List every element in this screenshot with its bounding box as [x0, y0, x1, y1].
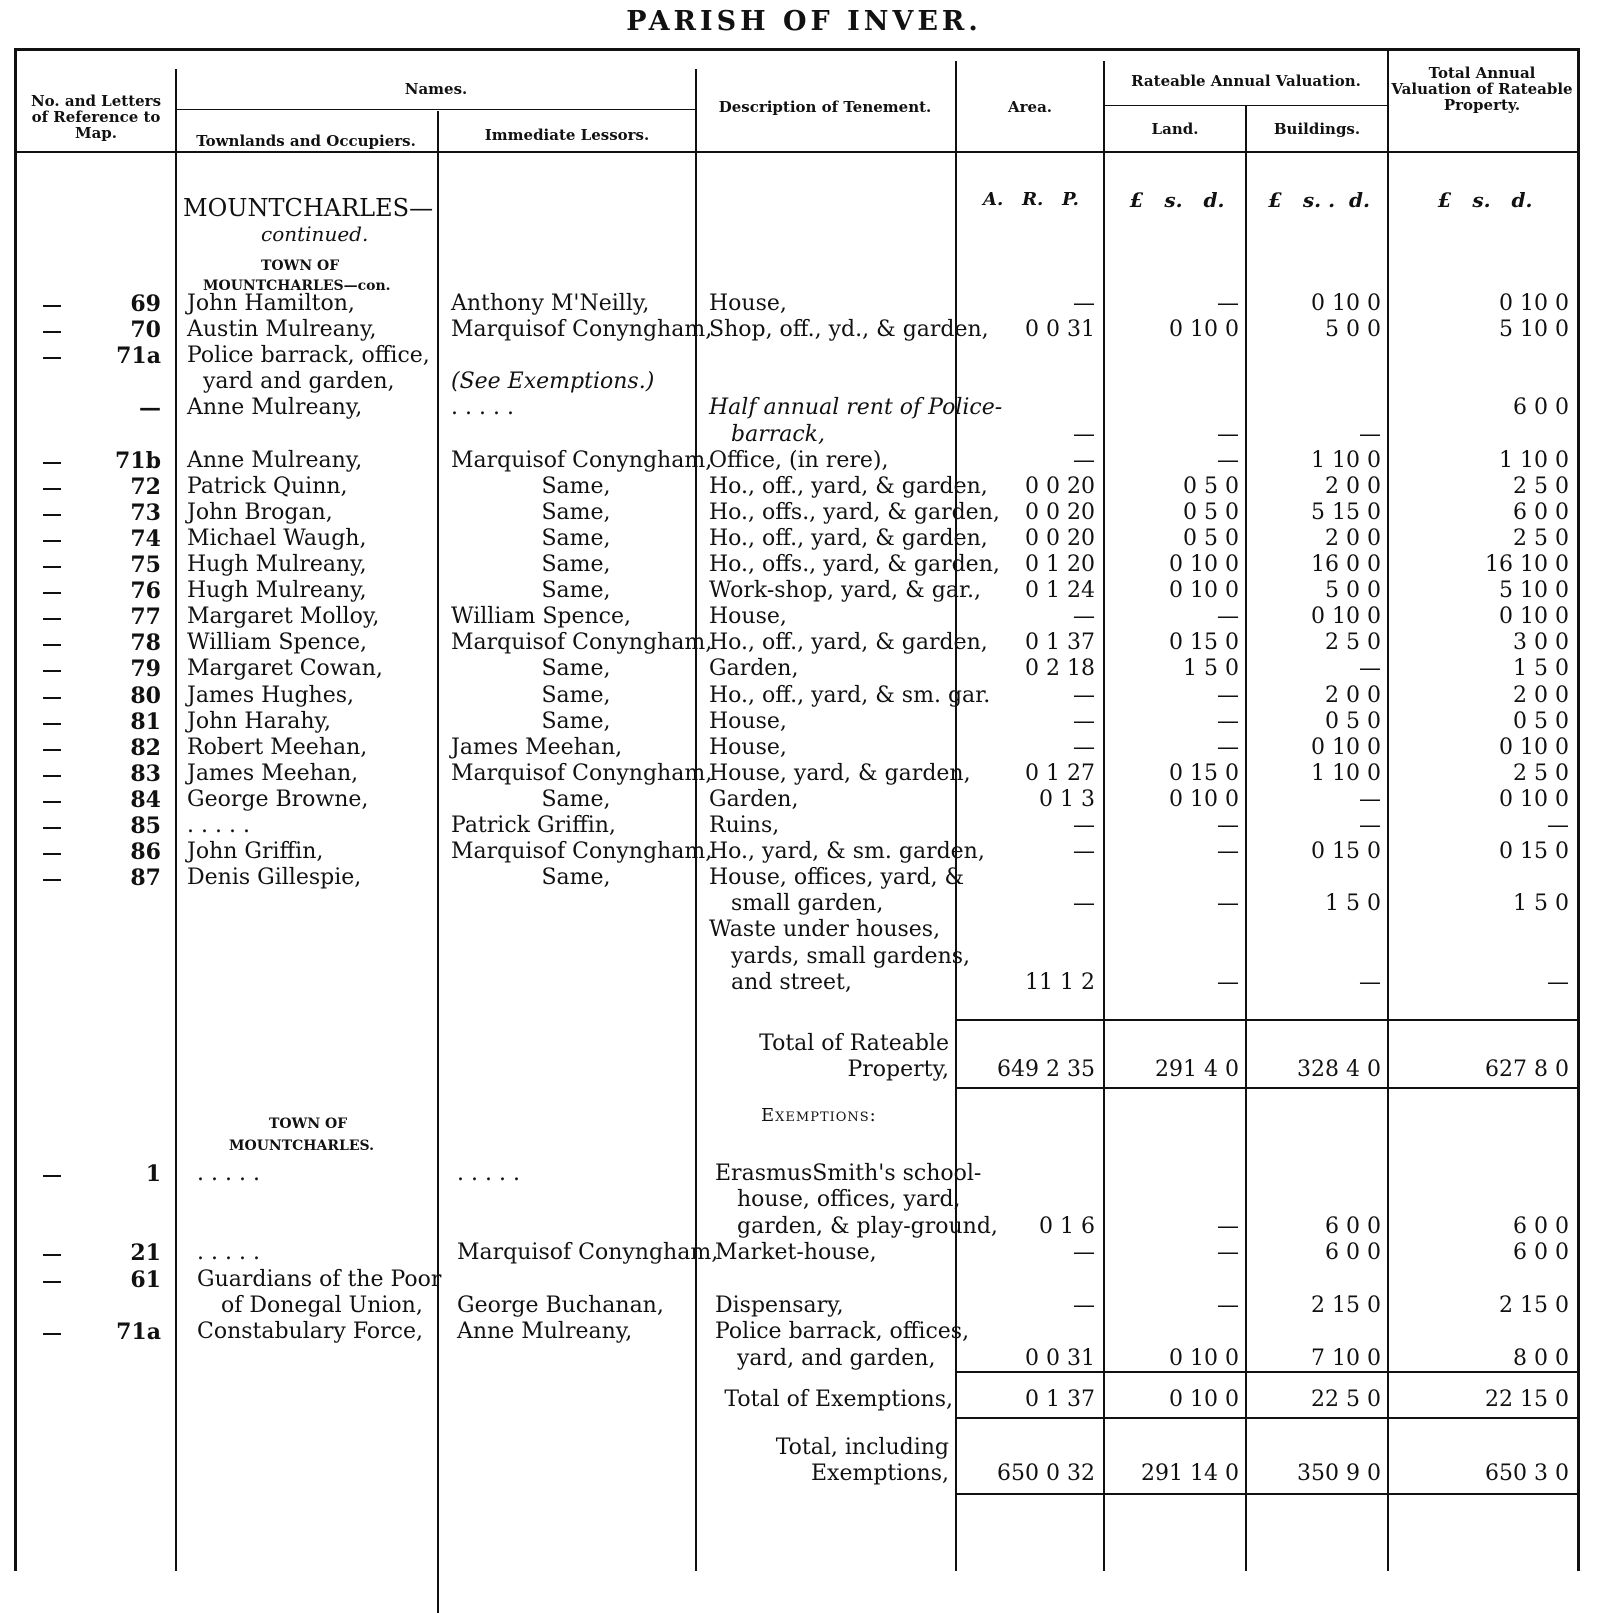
row-lessor: Patrick Griffin,: [451, 813, 616, 838]
row-lessor: (See Exemptions.): [451, 369, 655, 395]
row-buildings: 2 0 0: [1325, 682, 1381, 708]
exemption-row-lessor: Anne Mulreany,: [457, 1319, 633, 1345]
row-buildings: 5 0 0: [1325, 317, 1381, 343]
row-buildings: 0 10 0: [1311, 734, 1381, 760]
row-buildings: —: [1359, 421, 1381, 447]
exemption-row-total: 6 0 0: [1513, 1240, 1569, 1266]
row-total: 0 5 0: [1513, 708, 1569, 734]
row-ref-dash: [43, 697, 61, 699]
row-description: Office, (in rere),: [709, 447, 889, 473]
row-buildings: —: [1359, 813, 1381, 838]
row-total: 6 0 0: [1513, 499, 1569, 525]
row-ref-dash: [43, 566, 61, 568]
total-rateable-buildings: 328 4 0: [1297, 1057, 1381, 1082]
row-occupier: Margaret Cowan,: [187, 656, 383, 682]
row-area: 0 0 20: [1025, 525, 1095, 551]
row-ref: 75: [130, 552, 161, 578]
row-ref-dash: [43, 540, 61, 542]
total-exemptions-total: 22 15 0: [1485, 1387, 1569, 1412]
row-description: Half annual rent of Police-: [709, 395, 1003, 421]
row-description: Ho., offs., yard, & garden,: [709, 552, 1000, 577]
row-buildings: 0 15 0: [1311, 839, 1381, 865]
row-occupier: Patrick Quinn,: [187, 473, 348, 499]
row-total: 2 5 0: [1513, 525, 1569, 551]
row-area: 0 0 31: [1025, 317, 1095, 343]
row-area: —: [1073, 447, 1095, 473]
exemption-row-occupier: of Donegal Union,: [221, 1293, 423, 1318]
row-area: 0 1 3: [1039, 786, 1095, 812]
exemption-row-description: ErasmusSmith's school-: [715, 1161, 982, 1186]
row-area: —: [1073, 604, 1095, 630]
col-rule-area: [1103, 61, 1105, 1571]
row-land: —: [1217, 813, 1239, 838]
total-rateable-rule: [955, 1019, 1577, 1021]
row-lessor: Marquisof Conyngham,: [451, 839, 713, 865]
row-occupier: Anne Mulreany,: [187, 395, 363, 421]
row-buildings: 0 10 0: [1311, 604, 1381, 630]
row-ref-dash: [43, 879, 61, 881]
row-lessor: Same,: [541, 499, 611, 525]
row-lessor: Same,: [541, 865, 611, 891]
row-total: —: [1547, 969, 1569, 995]
unit-total: £ s. d.: [1437, 188, 1533, 212]
row-ref: 78: [130, 630, 161, 657]
exemption-row-buildings: 6 0 0: [1325, 1240, 1381, 1266]
row-lessor: Same,: [541, 656, 611, 682]
row-land: 1 5 0: [1183, 656, 1239, 682]
row-description: Ho., off., yard, & sm. gar.: [709, 682, 991, 708]
row-occupier: George Browne,: [187, 786, 369, 812]
row-total: 0 10 0: [1499, 604, 1569, 630]
row-ref: 80: [130, 682, 161, 709]
row-buildings: —: [1359, 786, 1381, 812]
row-total: 0 10 0: [1499, 786, 1569, 812]
row-ref-dash: [43, 644, 61, 646]
row-total: 0 10 0: [1499, 291, 1569, 316]
town-heading-1: TOWN OF: [261, 258, 340, 274]
row-description: Ho., off., yard, & garden,: [709, 525, 988, 551]
row-land: —: [1217, 708, 1239, 734]
exemption-row-description: garden, & play-ground,: [737, 1213, 998, 1239]
row-land: 0 5 0: [1183, 473, 1239, 499]
row-lessor: Marquisof Conyngham,: [451, 447, 713, 473]
row-ref-dash: [43, 462, 61, 464]
header-names: Names.: [404, 80, 468, 98]
exemption-row-description: Market-house,: [715, 1240, 877, 1266]
row-ref-dash: [43, 514, 61, 516]
row-description: Waste under houses,: [709, 917, 941, 943]
row-occupier: John Brogan,: [187, 499, 333, 525]
row-ref-dash: [43, 749, 61, 751]
header-townlands: Townlands and Occupiers.: [196, 132, 416, 150]
row-lessor: Marquisof Conyngham,: [451, 760, 713, 786]
row-ref: 72: [130, 473, 161, 500]
row-occupier: . . . . .: [187, 813, 250, 838]
row-description: Ho., yard, & sm. garden,: [709, 839, 985, 865]
row-total: 2 0 0: [1513, 682, 1569, 708]
row-ref-dash: [43, 670, 61, 672]
row-area: 0 0 20: [1025, 473, 1095, 499]
row-occupier: Police barrack, office,: [187, 343, 430, 369]
total-including-area: 650 0 32: [997, 1461, 1095, 1486]
exemption-row-ref: 71a: [116, 1319, 161, 1346]
col-rule-occupiers: [437, 111, 439, 1613]
row-ref: 74: [130, 525, 161, 552]
row-land: 0 5 0: [1183, 525, 1239, 551]
row-buildings: 5 0 0: [1325, 578, 1381, 604]
exemption-row-ref: 21: [130, 1240, 161, 1267]
exemption-row-area: 0 1 6: [1039, 1213, 1095, 1239]
row-area: 11 1 2: [1025, 969, 1095, 995]
row-land: 0 10 0: [1169, 786, 1239, 812]
exemption-row-area: —: [1073, 1240, 1095, 1266]
row-land: 0 10 0: [1169, 317, 1239, 343]
row-ref-dash: [43, 331, 61, 333]
col-rule-ref: [175, 69, 177, 1571]
row-description: House, offices, yard, &: [709, 865, 965, 891]
row-buildings: —: [1359, 969, 1381, 995]
row-description: House, yard, & garden,: [709, 760, 971, 786]
exemption-row-land: 0 10 0: [1169, 1345, 1239, 1371]
row-total: 0 15 0: [1499, 839, 1569, 865]
row-ref: 70: [130, 317, 161, 344]
row-ref: 83: [130, 760, 161, 787]
total-including-label-1: Total, including: [775, 1435, 949, 1460]
row-land: —: [1217, 839, 1239, 865]
row-lessor: Marquisof Conyngham,: [451, 317, 713, 343]
row-buildings: 1 10 0: [1311, 447, 1381, 473]
row-ref-dash: [43, 488, 61, 490]
row-ref-dash: [43, 775, 61, 777]
unit-land: £ s. d.: [1129, 188, 1225, 212]
row-total: 1 5 0: [1513, 891, 1569, 917]
exemption-row-lessor: Marquisof Conyngham,: [457, 1240, 719, 1266]
header-lessors: Immediate Lessors.: [484, 126, 650, 144]
row-buildings: 16 0 0: [1311, 552, 1381, 577]
row-total: 3 0 0: [1513, 630, 1569, 656]
exemption-row-ref-dash: [43, 1175, 61, 1177]
town-heading-2: MOUNTCHARLES—con.: [203, 278, 391, 294]
exemption-row-buildings: 6 0 0: [1325, 1213, 1381, 1239]
row-land: 0 15 0: [1169, 760, 1239, 786]
exemption-row-occupier: Guardians of the Poor: [197, 1266, 442, 1292]
townland-heading: MOUNTCHARLES—: [183, 194, 434, 222]
row-description: Garden,: [709, 786, 799, 812]
row-land: 0 10 0: [1169, 552, 1239, 577]
row-ref: 77: [130, 604, 161, 631]
row-description: and street,: [731, 969, 852, 995]
row-buildings: —: [1359, 656, 1381, 682]
exemption-row-description: Police barrack, offices,: [715, 1319, 970, 1345]
header-rateable: Rateable Annual Valuation.: [1131, 72, 1361, 90]
row-ref-dash: [43, 357, 61, 359]
row-ref-dash: [43, 801, 61, 803]
exemption-row-occupier: . . . . .: [197, 1161, 260, 1186]
row-buildings: 2 0 0: [1325, 473, 1381, 499]
exemption-row-ref-dash: [43, 1281, 61, 1283]
row-description: small garden,: [731, 891, 884, 917]
row-description: Ho., off., yard, & garden,: [709, 630, 988, 656]
row-area: 0 1 37: [1025, 630, 1095, 656]
total-including-buildings: 350 9 0: [1297, 1461, 1381, 1486]
row-description: Ho., off., yard, & garden,: [709, 473, 988, 499]
total-exemptions-area: 0 1 37: [1025, 1387, 1095, 1412]
row-total: 0 10 0: [1499, 734, 1569, 760]
row-lessor: Same,: [541, 552, 611, 577]
row-total: 2 5 0: [1513, 473, 1569, 499]
exemption-row-lessor: . . . . .: [457, 1161, 520, 1186]
row-land: 0 15 0: [1169, 630, 1239, 656]
row-ref-dash: [43, 618, 61, 620]
total-exemptions-rule: [955, 1371, 1577, 1373]
row-area: 0 1 24: [1025, 578, 1095, 604]
row-buildings: 2 5 0: [1325, 630, 1381, 656]
exemptions-heading: Exemptions:: [761, 1105, 877, 1126]
header-area: Area.: [1007, 98, 1053, 116]
exemptions-town-2: MOUNTCHARLES.: [229, 1138, 374, 1154]
row-area: 0 1 27: [1025, 760, 1095, 786]
row-area: —: [1073, 891, 1095, 917]
row-ref: 84: [130, 786, 161, 813]
exemption-row-description: yard, and garden,: [737, 1345, 936, 1371]
row-occupier: Hugh Mulreany,: [187, 552, 367, 577]
row-ref: 79: [130, 656, 161, 683]
exemption-row-description: house, offices, yard,: [737, 1187, 961, 1213]
row-occupier: Margaret Molloy,: [187, 604, 380, 630]
header-buildings: Buildings.: [1273, 120, 1361, 138]
row-lessor: Same,: [541, 578, 611, 604]
row-ref: 85: [130, 813, 161, 839]
row-total: —: [1547, 813, 1569, 838]
row-ref: 76: [130, 578, 161, 605]
total-exemptions-label: Total of Exemptions,: [724, 1387, 953, 1412]
row-lessor: Same,: [541, 786, 611, 812]
row-lessor: . . . . .: [451, 395, 514, 421]
row-description: Work-shop, yard, & gar.,: [709, 578, 982, 604]
total-rateable-label-1: Total of Rateable: [759, 1031, 949, 1056]
header-total: Total Annual Valuation of Rateable Property.: [1391, 64, 1573, 114]
row-total: 1 10 0: [1499, 447, 1569, 473]
row-ref: 81: [130, 708, 161, 735]
row-land: —: [1217, 291, 1239, 316]
col-rule-land: [1245, 105, 1247, 1571]
row-occupier: James Meehan,: [187, 760, 359, 786]
exemption-row-total: 8 0 0: [1513, 1345, 1569, 1371]
total-rateable-area: 649 2 35: [997, 1057, 1095, 1082]
row-lessor: Marquisof Conyngham,: [451, 630, 713, 656]
row-buildings: 2 0 0: [1325, 525, 1381, 551]
unit-area: A. R. P.: [983, 189, 1079, 210]
total-rateable-bottom-rule: [955, 1087, 1577, 1089]
row-total: 5 10 0: [1499, 317, 1569, 343]
row-land: —: [1217, 682, 1239, 708]
row-area: —: [1073, 734, 1095, 760]
row-area: —: [1073, 813, 1095, 838]
row-land: —: [1217, 969, 1239, 995]
row-ref: 73: [130, 499, 161, 526]
header-land: Land.: [1151, 120, 1199, 138]
row-land: —: [1217, 891, 1239, 917]
row-description: barrack,: [731, 421, 825, 447]
exemption-row-buildings: 2 15 0: [1311, 1293, 1381, 1318]
row-land: —: [1217, 604, 1239, 630]
row-occupier: Anne Mulreany,: [187, 447, 363, 473]
row-ref: —: [139, 395, 161, 422]
row-ref-dash: [43, 592, 61, 594]
row-lessor: Anthony M'Neilly,: [451, 291, 650, 316]
row-land: 0 5 0: [1183, 499, 1239, 525]
row-description: Ruins,: [709, 813, 780, 838]
row-description: House,: [709, 604, 787, 630]
exemption-row-total: 2 15 0: [1499, 1293, 1569, 1318]
unit-buildings: £ s. . d.: [1268, 188, 1370, 212]
total-including-land: 291 14 0: [1141, 1461, 1239, 1486]
row-description: Ho., offs., yard, & garden,: [709, 499, 1000, 525]
row-description: Garden,: [709, 656, 799, 682]
row-lessor: Same,: [541, 682, 611, 708]
row-occupier: John Hamilton,: [187, 291, 355, 316]
row-ref: 82: [130, 734, 161, 761]
row-description: House,: [709, 734, 787, 760]
row-occupier: Hugh Mulreany,: [187, 578, 367, 604]
total-rateable-land: 291 4 0: [1155, 1057, 1239, 1082]
exemption-row-occupier: Constabulary Force,: [197, 1319, 423, 1345]
row-ref: 71b: [115, 447, 161, 474]
header-bottom-rule: [17, 151, 1577, 153]
row-buildings: 5 15 0: [1311, 499, 1381, 525]
row-total: 1 5 0: [1513, 656, 1569, 682]
row-buildings: 0 10 0: [1311, 291, 1381, 316]
col-rule-buildings: [1387, 51, 1389, 1571]
row-land: —: [1217, 734, 1239, 760]
exemption-row-ref: 61: [130, 1266, 161, 1293]
exemption-row-occupier: . . . . .: [197, 1240, 260, 1266]
row-description: House,: [709, 291, 787, 316]
header-ref: No. and Letters of Reference to Map.: [30, 92, 162, 142]
row-description: yards, small gardens,: [731, 943, 971, 969]
row-total: 5 10 0: [1499, 578, 1569, 604]
row-occupier: yard and garden,: [203, 369, 395, 395]
townland-continued: continued.: [261, 222, 369, 246]
row-lessor: Same,: [541, 473, 611, 499]
row-buildings: 1 5 0: [1325, 891, 1381, 917]
exemption-row-ref-dash: [43, 1333, 61, 1335]
total-including-bottom-rule: [955, 1493, 1577, 1495]
row-land: —: [1217, 447, 1239, 473]
exemption-row-land: —: [1217, 1293, 1239, 1318]
row-area: —: [1073, 291, 1095, 316]
total-including-total: 650 3 0: [1485, 1461, 1569, 1486]
row-lessor: James Meehan,: [451, 734, 623, 760]
row-area: —: [1073, 708, 1095, 734]
row-area: 0 1 20: [1025, 552, 1095, 577]
row-description: Shop, off., yd., & garden,: [709, 317, 989, 343]
row-occupier: Austin Mulreany,: [187, 317, 377, 343]
total-exemptions-land: 0 10 0: [1169, 1387, 1239, 1412]
exemption-row-ref-dash: [43, 1254, 61, 1256]
row-land: —: [1217, 421, 1239, 447]
row-area: —: [1073, 839, 1095, 865]
row-occupier: Robert Meehan,: [187, 734, 368, 760]
row-occupier: James Hughes,: [187, 682, 355, 708]
row-lessor: Same,: [541, 708, 611, 734]
exemptions-town-1: TOWN OF: [269, 1116, 348, 1132]
row-ref-dash: [43, 305, 61, 307]
row-total: 2 5 0: [1513, 760, 1569, 786]
total-exemptions-bottom-rule: [955, 1417, 1577, 1419]
row-area: —: [1073, 682, 1095, 708]
row-area: 0 0 20: [1025, 499, 1095, 525]
exemption-row-lessor: George Buchanan,: [457, 1293, 664, 1318]
exemption-row-ref: 1: [145, 1161, 161, 1187]
valuation-table: [14, 48, 1580, 1571]
row-buildings: 1 10 0: [1311, 760, 1381, 786]
row-ref: 71a: [116, 343, 161, 370]
exemption-row-land: —: [1217, 1240, 1239, 1266]
row-total: 16 10 0: [1485, 552, 1569, 577]
exemption-row-total: 6 0 0: [1513, 1213, 1569, 1239]
total-rateable-total: 627 8 0: [1485, 1057, 1569, 1082]
total-including-label-2: Exemptions,: [810, 1461, 949, 1486]
row-ref: 87: [130, 865, 161, 892]
row-occupier: Michael Waugh,: [187, 525, 367, 551]
names-subrule: [175, 109, 695, 110]
row-occupier: John Harahy,: [187, 708, 331, 734]
row-area: 0 2 18: [1025, 656, 1095, 682]
row-ref-dash: [43, 827, 61, 829]
row-ref: 86: [130, 839, 161, 866]
row-occupier: Denis Gillespie,: [187, 865, 362, 891]
row-area: —: [1073, 421, 1095, 447]
row-occupier: William Spence,: [187, 630, 368, 656]
row-lessor: Same,: [541, 525, 611, 551]
row-ref: 69: [130, 291, 161, 317]
row-ref-dash: [43, 723, 61, 725]
header-description: Description of Tenement.: [718, 98, 932, 116]
page-title: PARISH OF INVER.: [626, 6, 982, 37]
exemption-row-buildings: 7 10 0: [1311, 1345, 1381, 1371]
exemption-row-area: —: [1073, 1293, 1095, 1318]
total-rateable-label-2: Property,: [847, 1057, 949, 1082]
total-exemptions-buildings: 22 5 0: [1311, 1387, 1381, 1412]
row-description: House,: [709, 708, 787, 734]
exemption-row-description: Dispensary,: [715, 1293, 844, 1318]
exemption-row-area: 0 0 31: [1025, 1345, 1095, 1371]
row-land: 0 10 0: [1169, 578, 1239, 604]
row-buildings: 0 5 0: [1325, 708, 1381, 734]
row-total: 6 0 0: [1513, 395, 1569, 421]
row-occupier: John Griffin,: [187, 839, 324, 865]
row-lessor: William Spence,: [451, 604, 632, 630]
exemption-row-land: —: [1217, 1213, 1239, 1239]
row-ref-dash: [43, 853, 61, 855]
